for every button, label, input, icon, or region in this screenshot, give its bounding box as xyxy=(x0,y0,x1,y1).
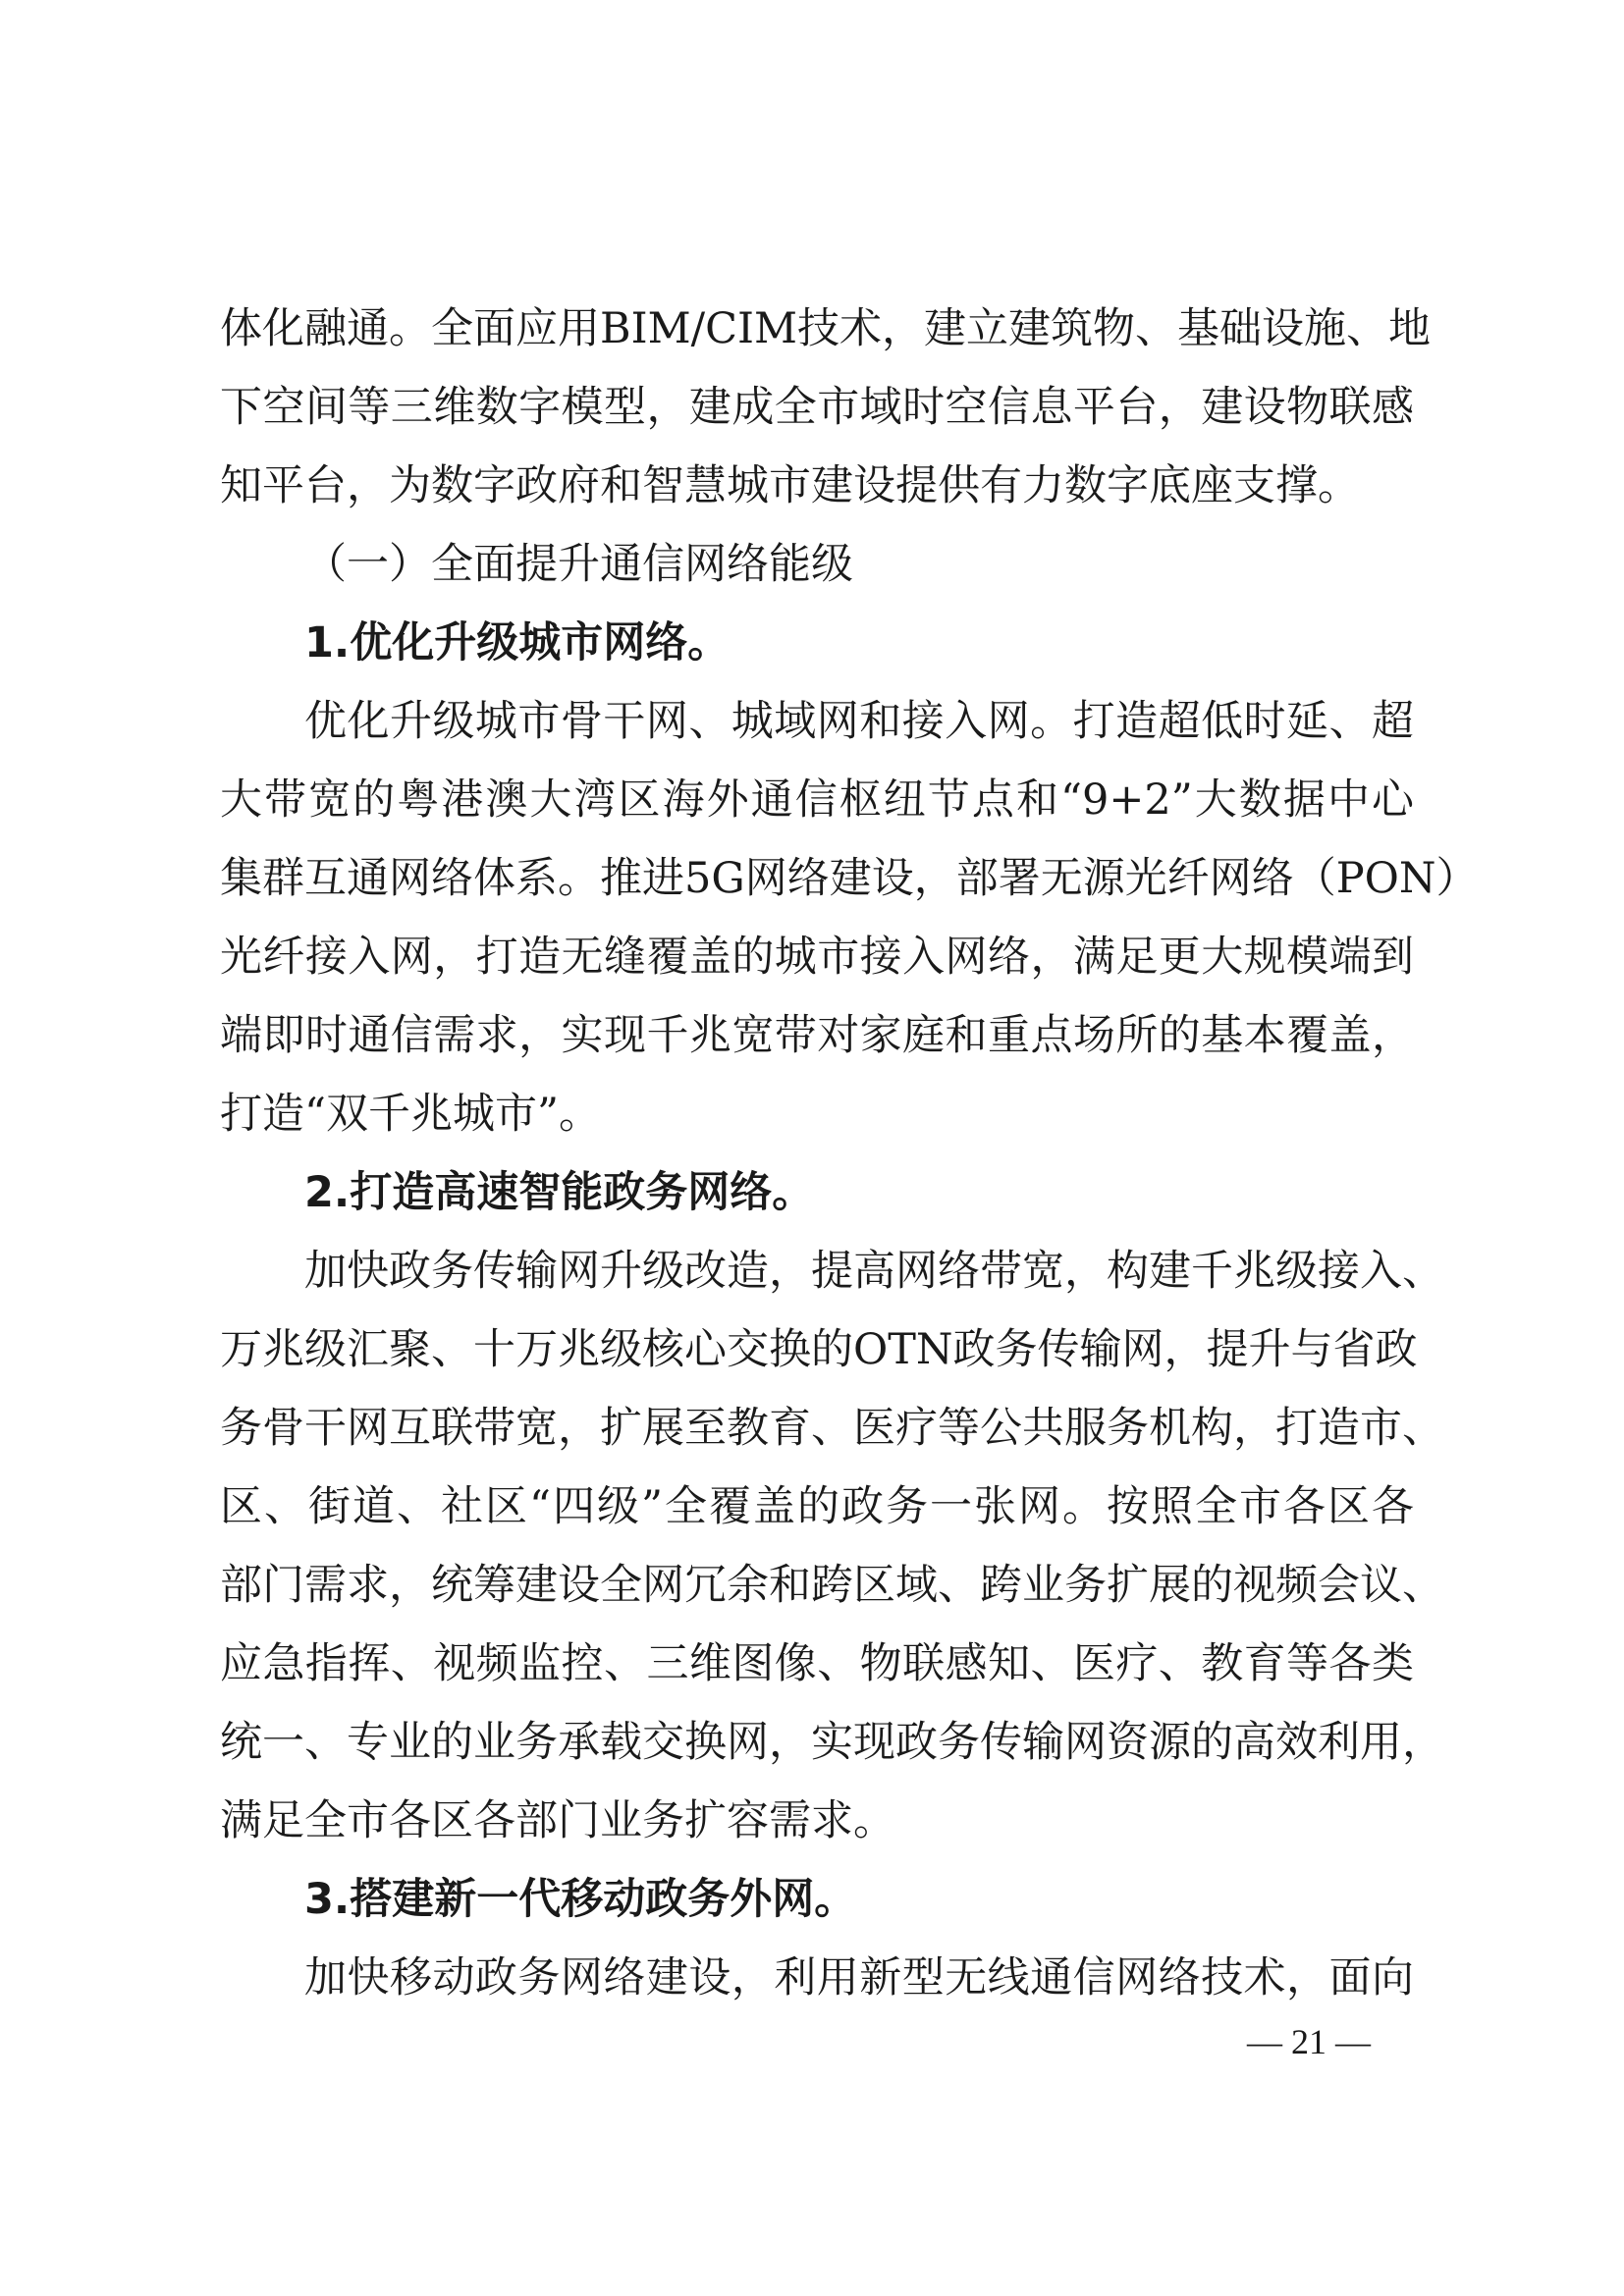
body-line: 知平台，为数字政府和智慧城市建设提供有力数字底座支撑。 xyxy=(220,461,1360,510)
body-line: 大带宽的粤港澳大湾区海外通信枢纽节点和“9+2”大数据中心 xyxy=(220,775,1414,825)
body-line: 端即时通信需求，实现千兆宽带对家庭和重点场所的基本覆盖， xyxy=(220,1011,1414,1060)
section-heading: （一）全面提升通信网络能级 xyxy=(304,540,853,589)
body-line: 集群互通网络体系。推进5G网络建设，部署无源光纤网络（PON） xyxy=(220,854,1479,903)
body-line: 优化升级城市骨干网、城域网和接入网。打造超低时延、超 xyxy=(304,697,1414,746)
body-line: 万兆级汇聚、十万兆级核心交换的OTN政务传输网，提升与省政 xyxy=(220,1325,1418,1374)
body-line: 区、街道、社区“四级”全覆盖的政务一张网。按照全市各区各 xyxy=(220,1482,1414,1531)
body-line: 务骨干网互联带宽，扩展至教育、医疗等公共服务机构，打造市、 xyxy=(220,1404,1444,1453)
body-line: 打造“双千兆城市”。 xyxy=(220,1090,601,1139)
body-line: 部门需求，统筹建设全网冗余和跨区域、跨业务扩展的视频会议、 xyxy=(220,1561,1444,1610)
body-line: 满足全市各区各部门业务扩容需求。 xyxy=(220,1796,895,1845)
body-line: 下空间等三维数字模型，建成全市域时空信息平台，建设物联感 xyxy=(220,383,1414,432)
body-line: 体化融通。全面应用BIM/CIM技术，建立建筑物、基础设施、地 xyxy=(220,304,1432,353)
body-line: 加快政务传输网升级改造，提高网络带宽，构建千兆级接入、 xyxy=(304,1247,1444,1296)
body-line: 加快移动政务网络建设，利用新型无线通信网络技术，面向 xyxy=(304,1953,1414,2002)
subsection-heading-3: 3.搭建新一代移动政务外网。 xyxy=(304,1875,857,1924)
body-line: 统一、专业的业务承载交换网，实现政务传输网资源的高效利用， xyxy=(220,1718,1444,1767)
subsection-heading-2: 2.打造高速智能政务网络。 xyxy=(304,1168,815,1217)
body-line: 光纤接入网，打造无缝覆盖的城市接入网络，满足更大规模端到 xyxy=(220,933,1414,982)
page-number: — 21 — xyxy=(1247,2022,1371,2061)
body-line: 应急指挥、视频监控、三维图像、物联感知、医疗、教育等各类 xyxy=(220,1639,1414,1688)
subsection-heading-1: 1.优化升级城市网络。 xyxy=(304,618,731,667)
